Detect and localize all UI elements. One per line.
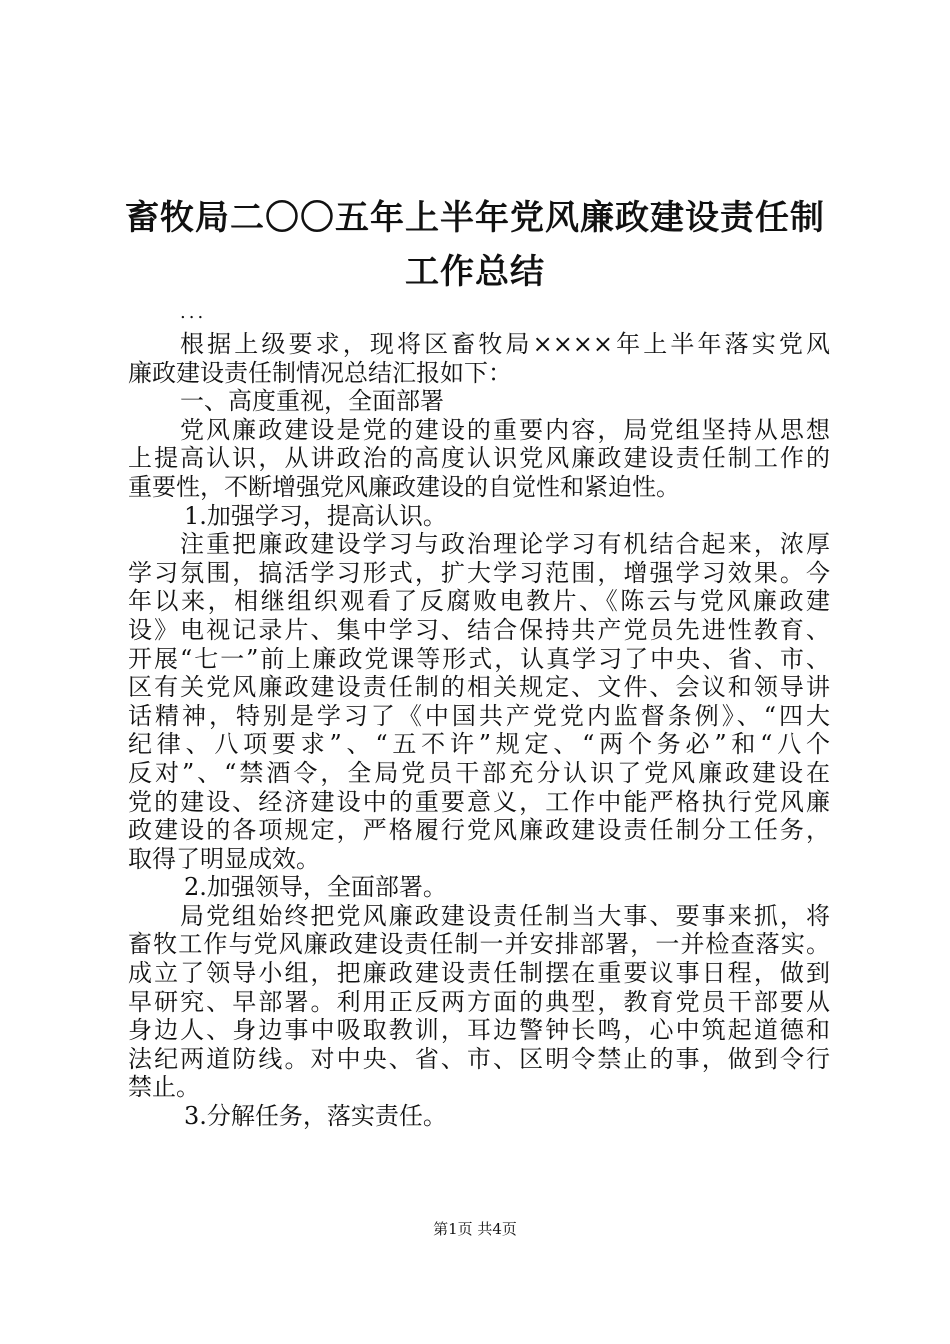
subsection-heading: 1.加强学习，提高认识。 [184, 501, 447, 530]
body-line: 区有关党风廉政建设责任制的相关规定、文件、会议和领导讲 [128, 673, 830, 702]
body-line: 设》电视记录片、集中学习、结合保持共产党员先进性教育、 [128, 615, 830, 644]
document-title-line-2: 工作总结 [405, 252, 545, 292]
body-line: 党风廉政建设是党的建设的重要内容，局党组坚持从思想 [180, 415, 830, 444]
body-line: 政建设的各项规定，严格履行党风廉政建设责任制分工任务， [128, 816, 830, 845]
page-footer: 第1页 共4页 [433, 1220, 517, 1238]
subsection-heading: 2.加强领导，全面部署。 [184, 873, 447, 902]
body-line: 上提高认识，从讲政治的高度认识党风廉政建设责任制工作的 [128, 444, 830, 473]
body-line: 畜牧工作与党风廉政建设责任制一并安排部署，一并检查落实。 [128, 930, 830, 959]
ellipsis-marker: ... [180, 302, 207, 323]
section-heading: 一、高度重视，全面部署 [180, 387, 444, 416]
body-line: 禁止。 [128, 1073, 200, 1102]
body-line: 话精神，特别是学习了《中国共产党党内监督条例》、“四大 [128, 701, 830, 730]
body-line: 年以来，相继组织观看了反腐败电教片、《陈云与党风廉政建 [128, 587, 830, 616]
body-line: 局党组始终把党风廉政建设责任制当大事、要事来抓，将 [180, 901, 830, 930]
body-line: 注重把廉政建设学习与政治理论学习有机结合起来，浓厚 [180, 530, 830, 559]
body-line: 党的建设、经济建设中的重要意义，工作中能严格执行党风廉 [128, 787, 830, 816]
body-line: 纪律、八项要求”、“五不许”规定、“两个务必”和“八个 [128, 730, 830, 759]
body-line: 早研究、早部署。利用正反两方面的典型，教育党员干部要从 [128, 987, 830, 1016]
document-body [128, 330, 830, 1131]
body-line: 取得了明显成效。 [128, 844, 320, 873]
body-line: 开展“七一”前上廉政党课等形式，认真学习了中央、省、市、 [128, 644, 830, 673]
subsection-heading: 3.分解任务，落实责任。 [184, 1102, 447, 1131]
body-line: 成立了领导小组，把廉政建设责任制摆在重要议事日程，做到 [128, 959, 830, 988]
body-line: 重要性，不断增强党风廉政建设的自觉性和紧迫性。 [128, 472, 680, 501]
body-line: 学习氛围，搞活学习形式，扩大学习范围，增强学习效果。今 [128, 558, 830, 587]
document-title-line-1: 畜牧局二〇〇五年上半年党风廉政建设责任制 [125, 198, 825, 238]
body-line: 根据上级要求，现将区畜牧局××××年上半年落实党风 [180, 330, 830, 358]
body-line: 反对”、“禁酒令，全局党员干部充分认识了党风廉政建设在 [128, 758, 830, 787]
body-line: 廉政建设责任制情况总结汇报如下： [128, 358, 512, 387]
body-line: 身边人、身边事中吸取教训，耳边警钟长鸣，心中筑起道德和 [128, 1016, 830, 1045]
body-line: 法纪两道防线。对中央、省、市、区明令禁止的事，做到令行 [128, 1044, 830, 1073]
